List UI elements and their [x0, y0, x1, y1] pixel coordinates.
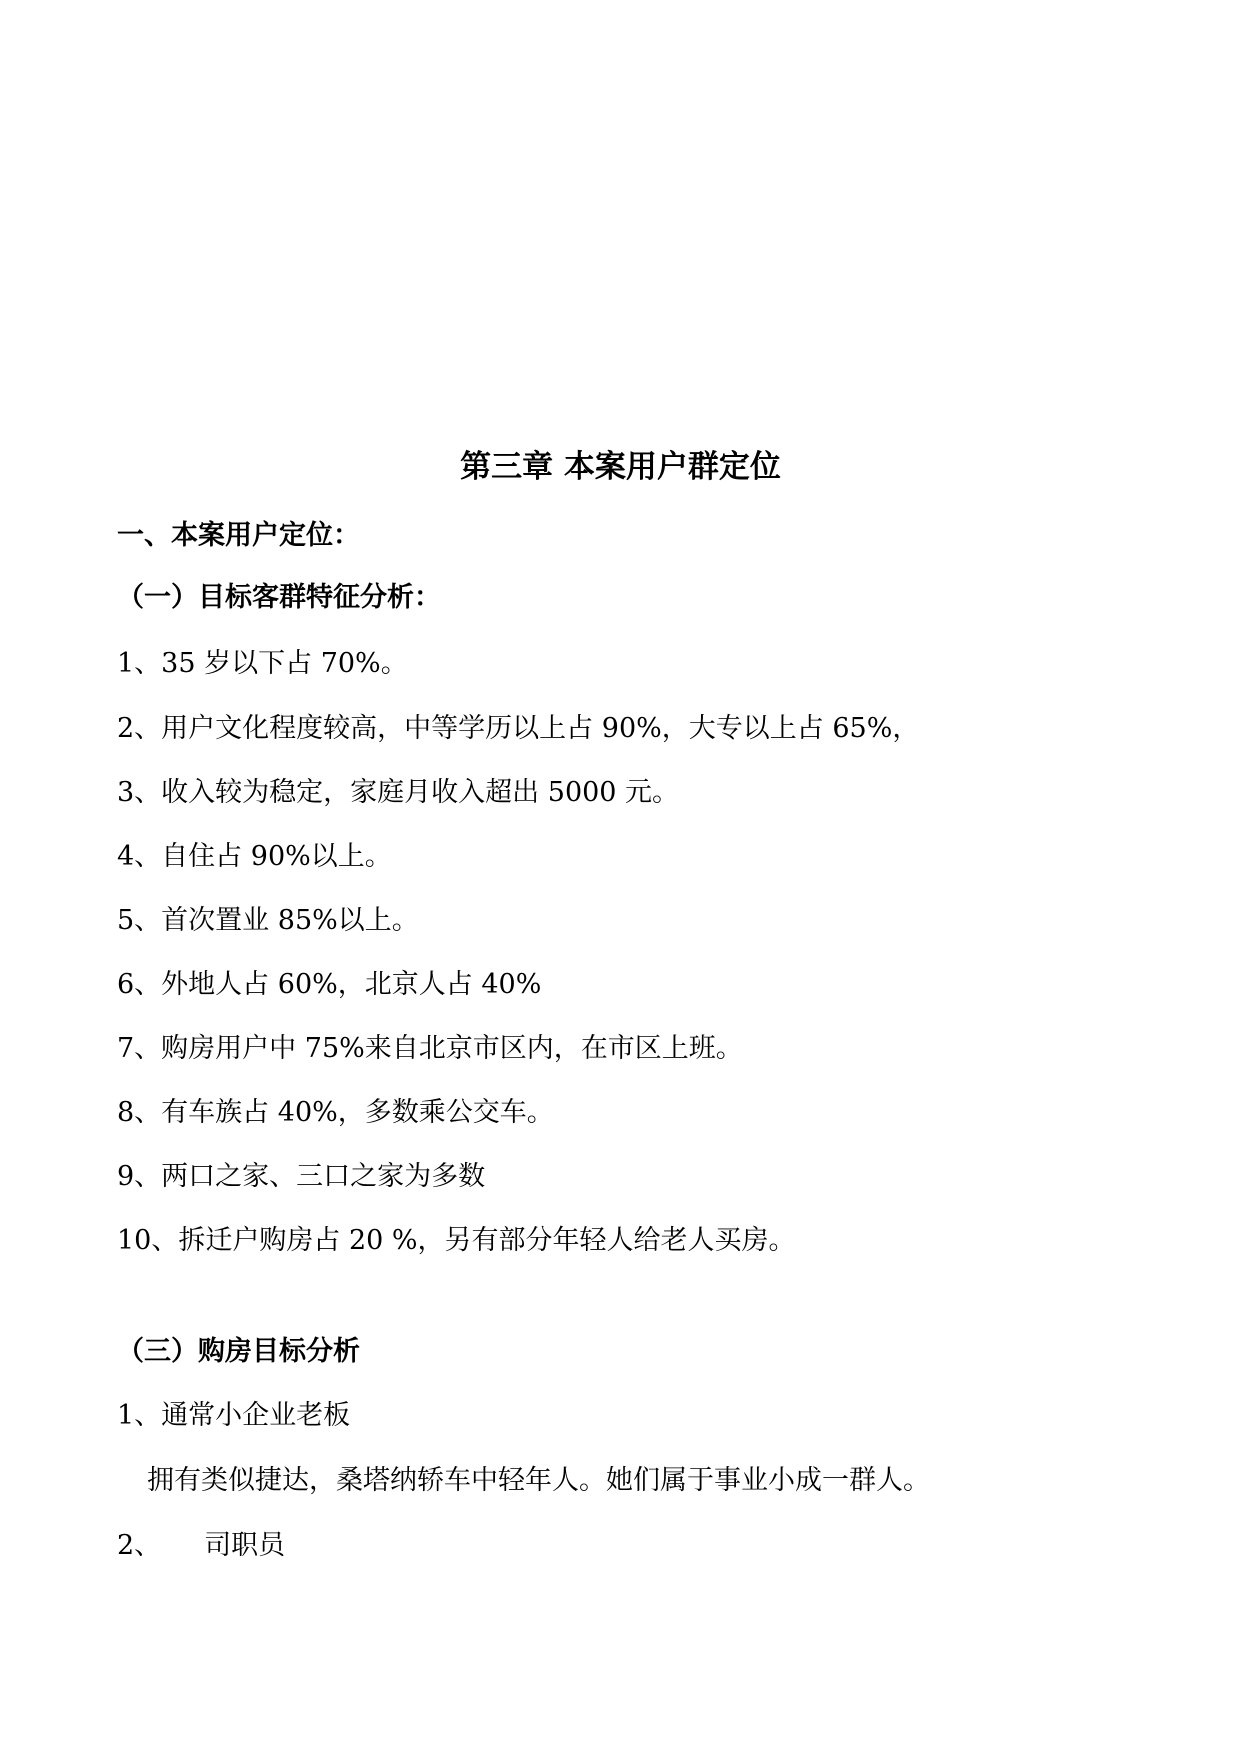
- list-item: 2、用户文化程度较高，中等学历以上占 90%，大专以上占 65%，: [117, 713, 920, 744]
- list-item: 4、自住占 90%以上。: [117, 841, 392, 872]
- list-item: 1、35 岁以下占 70%。: [117, 648, 408, 679]
- target-description: 拥有类似捷达，桑塔纳轿车中轻年人。她们属于事业小成一群人。: [147, 1465, 930, 1496]
- subsection-heading: （三）购房目标分析: [117, 1336, 360, 1367]
- list-item: 9、两口之家、三口之家为多数: [117, 1161, 486, 1192]
- list-item: 6、外地人占 60%，北京人占 40%: [117, 969, 542, 1000]
- target-title: 2、 司职员: [117, 1530, 286, 1561]
- subsection-heading: （一）目标客群特征分析：: [117, 582, 441, 613]
- list-item: 5、首次置业 85%以上。: [117, 905, 419, 936]
- list-item: 7、购房用户中 75%来自北京市区内，在市区上班。: [117, 1033, 743, 1064]
- page-title: 第三章 本案用户群定位: [460, 449, 781, 485]
- list-item: 3、收入较为稳定，家庭月收入超出 5000 元。: [117, 777, 680, 808]
- list-item: 8、有车族占 40%，多数乘公交车。: [117, 1097, 554, 1128]
- section-heading: 一、本案用户定位：: [117, 520, 360, 551]
- target-title: 1、通常小企业老板: [117, 1400, 351, 1431]
- list-item: 10、拆迁户购房占 20 %，另有部分年轻人给老人买房。: [117, 1225, 796, 1256]
